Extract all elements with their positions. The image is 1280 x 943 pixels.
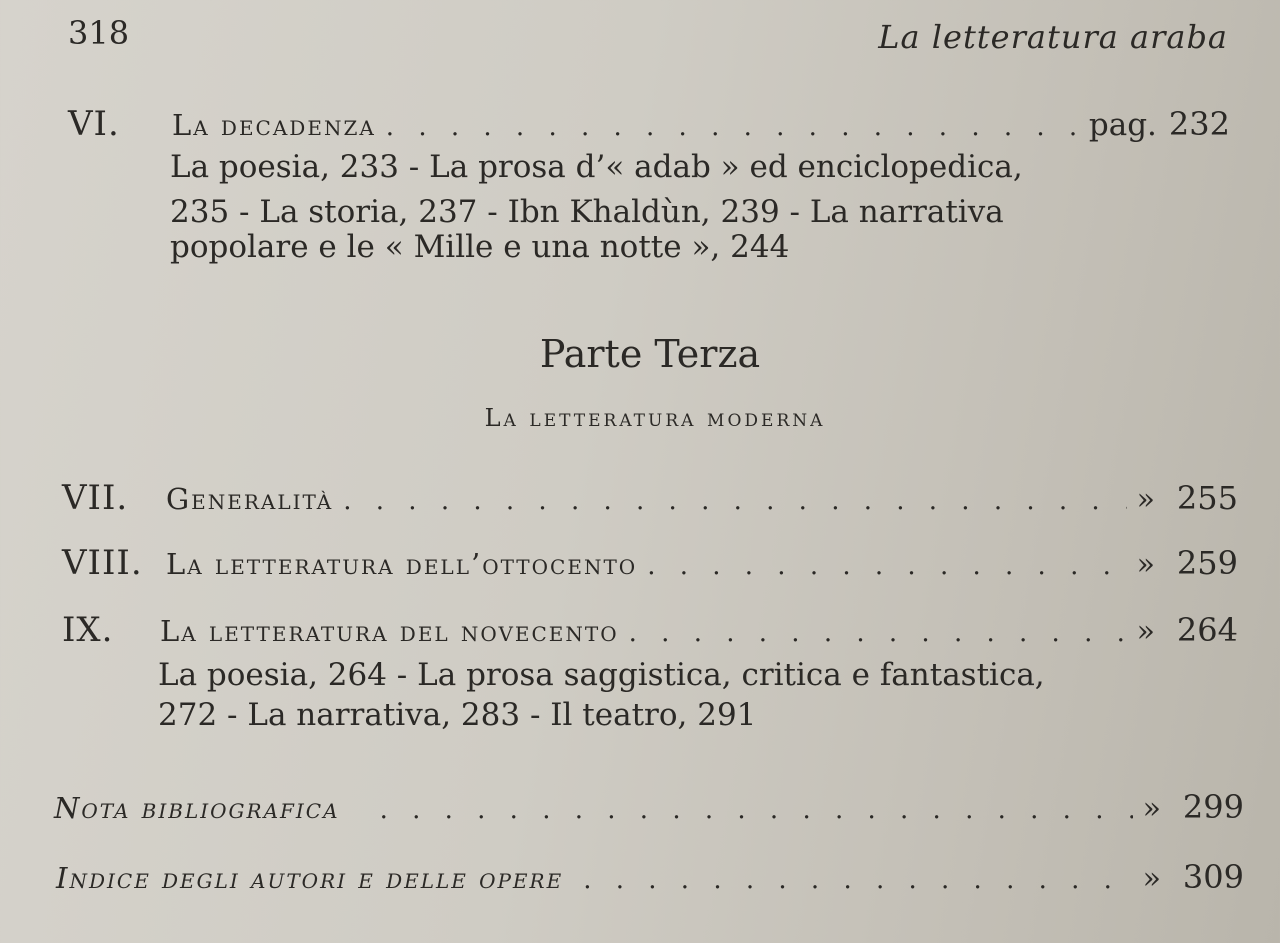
chapter-title: la decadenza [172, 108, 376, 142]
part-subheading: La letteratura moderna [484, 404, 826, 432]
page-ref: 299 [1182, 788, 1244, 826]
subtopics-line: popolare e le « Mille e una notte », 244 [170, 229, 790, 265]
subtopics-line: 272 - La narrativa, 283 - Il teatro, 291 [158, 697, 757, 733]
chapter-title: la letteratura dell’ottocento [166, 547, 638, 581]
toc-entry-viii [62, 543, 1238, 583]
page-prefix: » [1142, 791, 1161, 826]
chapter-numeral: VI. [68, 104, 120, 144]
page-prefix: » [1136, 482, 1155, 517]
chapter-numeral: VIII. [62, 543, 143, 583]
toc-entry-vi [68, 104, 1230, 144]
toc-entry-bibliography [54, 788, 1244, 826]
leader-dots [583, 865, 1132, 895]
chapter-numeral: VII. [62, 478, 129, 518]
chapter-title: la letteratura del novecento [160, 614, 619, 648]
subtopics-line: La poesia, 264 - La prosa saggistica, critica e fantastica, [158, 657, 1045, 693]
leader-dots [343, 486, 1126, 516]
page-ref: 309 [1182, 858, 1244, 896]
page-ref: 232 [1168, 105, 1230, 143]
page-number: 318 [68, 14, 130, 52]
appendix-title: Indice degli autori e delle opere [56, 861, 564, 895]
toc-entry-vii [62, 478, 1238, 518]
toc-entry-index [56, 858, 1244, 896]
running-title: La letteratura araba [878, 18, 1228, 56]
subtopics-line: La poesia, 233 - La prosa d’« adab » ed enciclopedica, [170, 149, 1023, 185]
leader-dots [380, 795, 1133, 825]
appendix-title: Nota bibliografica [54, 791, 340, 825]
page-ref: 255 [1176, 479, 1238, 517]
page-prefix: pag. [1088, 107, 1157, 143]
chapter-title: generalità [166, 482, 334, 516]
toc-entry-ix [62, 610, 1238, 650]
leader-dots [386, 112, 1079, 142]
page-ref: 264 [1176, 611, 1238, 649]
page-ref: 259 [1176, 544, 1238, 582]
part-heading: Parte Terza [539, 332, 761, 376]
page-prefix: » [1136, 547, 1155, 582]
leader-dots [647, 551, 1126, 581]
page-prefix: » [1136, 614, 1155, 649]
chapter-numeral: IX. [62, 610, 114, 650]
subtopics-line: 235 - La storia, 237 - Ibn Khaldùn, 239 - La narrativa [170, 194, 1004, 230]
page-prefix: » [1142, 861, 1161, 896]
leader-dots [629, 618, 1127, 648]
